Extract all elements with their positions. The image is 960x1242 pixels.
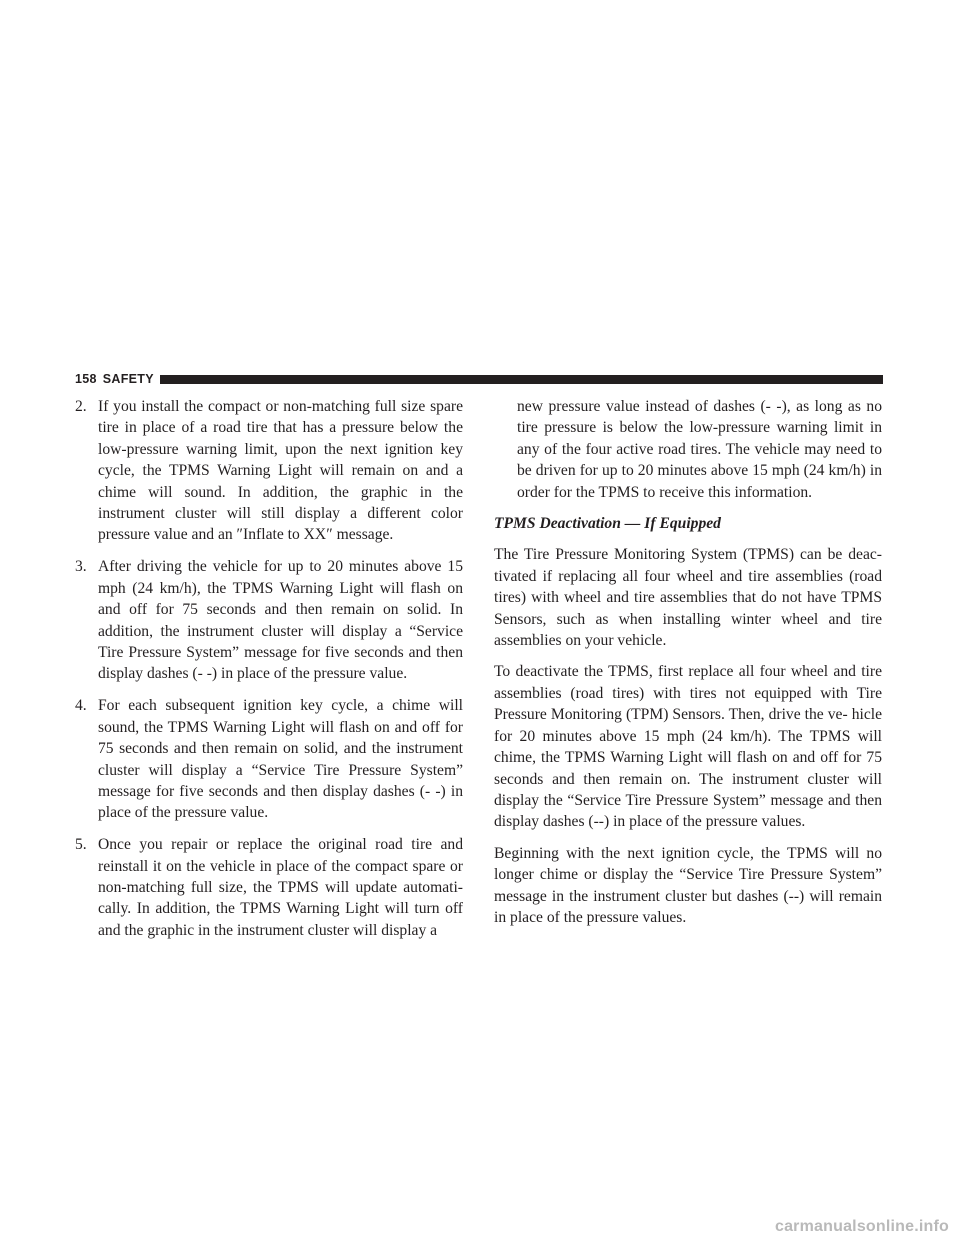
list-item	[75, 556, 463, 684]
list-item-text: Once you repair or replace the original road tire and reinstall it on the vehicle in place of the compact spare or non-matching full size, the TPMS will update automati- cally. In addition, the TPMS Warning Light will turn off and the graphic in the instrument cluster will display a	[98, 836, 463, 939]
section-subheading: TPMS Deactivation — If Equipped	[494, 515, 721, 533]
list-item-text: After driving the vehicle for up to 20 minutes above 15 mph (24 km/h), the TPMS Warning Light will flash on and off for 75 seconds and then remain on solid. In addition, the instrument cluster will display a “Service Tire Pressure System” message for five seconds and then display dashes (- -) in place of the pressure value.	[98, 558, 463, 683]
list-item-number: 5.	[75, 836, 87, 854]
list-item	[75, 834, 463, 941]
list-item-number: 4.	[75, 697, 87, 715]
section-title: SAFETY	[102, 372, 154, 386]
page-header	[75, 370, 883, 388]
paragraph: Beginning with the next ignition cycle, the TPMS will no longer chime or display the “Service Tire Pressure System” message in the instrument cluster but dashes (--) will remain in place of the pressure values.	[494, 844, 882, 926]
right-column	[494, 396, 882, 938]
watermark: carmanualsonline.info	[774, 1218, 949, 1235]
list-item	[75, 396, 463, 546]
list-item-text: For each subsequent ignition key cycle, a chime will sound, the TPMS Warning Light will flash on and off for 75 seconds and then remain on solid, and the instrument cluster will display a “Service Tire Pressure System” message for five seconds and then display dashes (- -) in place of the pressure value.	[98, 697, 463, 822]
list-item-number: 3.	[75, 558, 87, 576]
list-item-text: If you install the compact or non-matching full size spare tire in place of a road tire that has a pressure below the low-pressure warning limit, upon the next ignition key cycle, the TPMS Warning Light will remain on and a chime will sound. In addition, the graphic in the instrument cluster will still display a different color pressure value and an ″Inflate to XX″ message.	[98, 398, 463, 544]
paragraph: To deactivate the TPMS, first replace all four wheel and tire assemblies (road tires) with tires not equipped with Tire Pressure Monitoring (TPM) Sensors. Then, drive the ve- hicle for 20 minutes above 15 mph (24 km/h). The TPMS will chime, the TPMS Warning Light will flash on and off for 75 seconds and then remain on. The instrument cluster will display the “Service Tire Pressure System” message and then display dashes (--) in place of the pressure values.	[494, 663, 882, 831]
header-rule	[160, 375, 883, 384]
page-number: 158	[75, 372, 97, 386]
list-item-continuation: new pressure value instead of dashes (- -), as long as no tire pressure is below the low-pressure warning limit in any of the four active road tires. The vehicle may need to be driven for up to 20 minutes above 15 mph (24 km/h) in order for the TPMS to receive this information.	[517, 398, 882, 501]
list-item	[75, 695, 463, 823]
left-column	[75, 396, 463, 952]
paragraph: The Tire Pressure Monitoring System (TPMS) can be deac- tivated if replacing all four wheel and tire assemblies (road tires) with wheel and tire assemblies that do not have TPMS Sensors, such as when installing winter wheel and tire assemblies on your vehicle.	[494, 546, 882, 650]
list-item-number: 2.	[75, 398, 87, 415]
